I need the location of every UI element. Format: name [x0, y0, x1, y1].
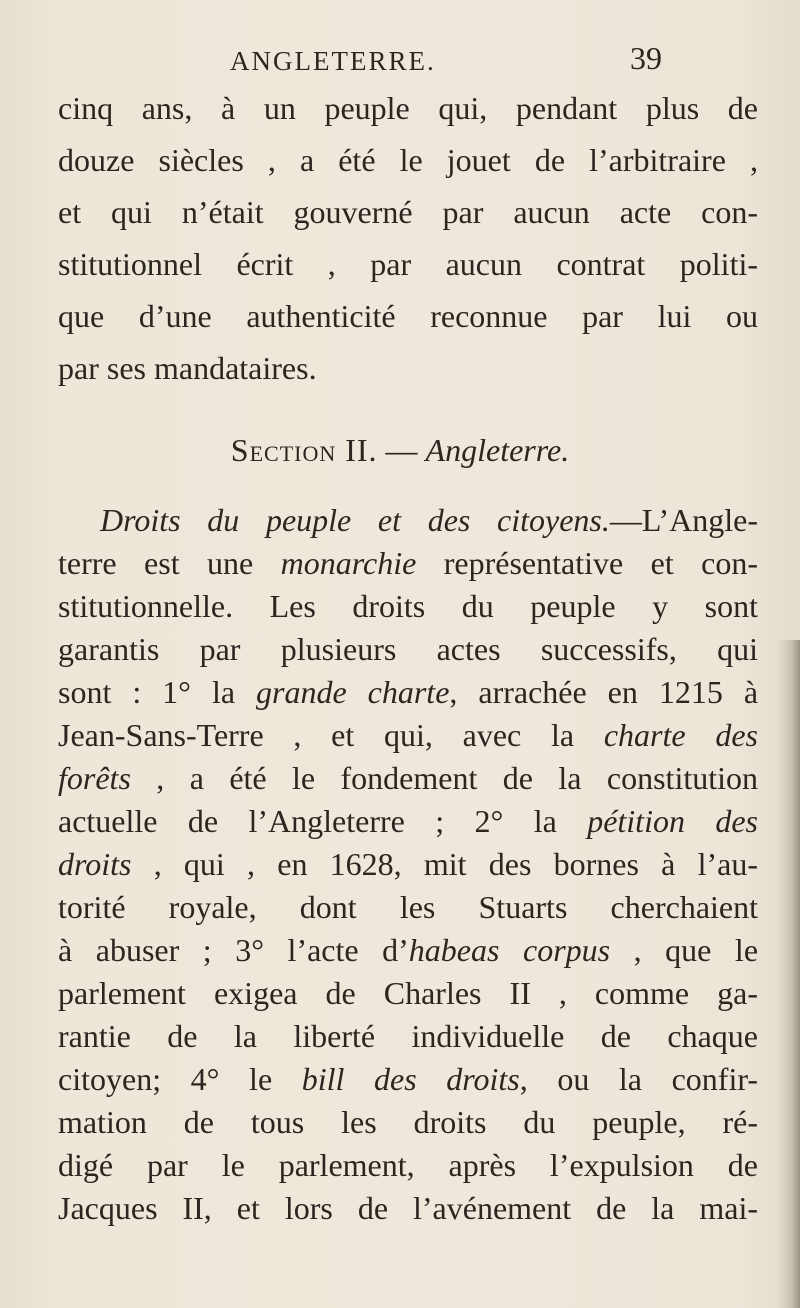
text-line: mation de tous les droits du peuple, ré-: [58, 1104, 758, 1140]
text-span-italic: forêts: [58, 760, 131, 796]
text-span: à abuser ; 3° l’acte d’: [58, 932, 409, 968]
text-span: , qui , en 1628, mit des bornes à l’au-: [131, 846, 758, 882]
text-line: [58, 756, 758, 800]
text-line: [58, 1057, 758, 1101]
text-span: , a été le fondement de la constitution: [130, 760, 758, 796]
text-line: douze siècles , a été le jouet de l’arbitraire ,: [58, 142, 758, 178]
text-line: cinq ans, à un peuple qui, pendant plus de: [58, 90, 758, 126]
text-line: que d’une authenticité reconnue par lui ou: [58, 298, 758, 334]
section-heading: [0, 432, 800, 469]
text-line: [58, 541, 758, 585]
text-line: Jacques II, et lors de l’avénement de la mai-: [58, 1190, 758, 1226]
running-title: ANGLETERRE.: [230, 46, 436, 76]
text-span-italic: habeas corpus: [408, 932, 611, 968]
text-span-italic: charte des: [603, 717, 758, 753]
text-span-italic: pétition des: [587, 803, 759, 839]
page-edge-shadow: [778, 640, 800, 1308]
text-line: et qui n’était gouverné par aucun acte con-: [58, 194, 758, 230]
text-line: digé par le parlement, après l’expulsion de: [58, 1147, 758, 1183]
section-title: Angleterre.: [425, 432, 570, 468]
text-line: [58, 670, 758, 714]
text-line: parlement exigea de Charles II , comme ga-: [58, 975, 758, 1011]
text-line: torité royale, dont les Stuarts cherchaient: [58, 889, 758, 925]
text-line: [100, 498, 758, 542]
text-line: garantis par plusieurs actes successifs, qui: [58, 631, 758, 667]
text-line: stitutionnel écrit , par aucun contrat politi-: [58, 246, 758, 282]
paragraph-lead: Droits du peuple et des citoyens.: [100, 502, 610, 538]
text-span: actuelle de l’Angleterre ; 2° la: [58, 803, 588, 839]
text-span: —L’Angle-: [609, 502, 758, 538]
text-line: par ses mandataires.: [58, 350, 317, 386]
text-span: représentative et con-: [416, 545, 758, 581]
text-line: rantie de la liberté individuelle de chaque: [58, 1018, 758, 1054]
text-line: stitutionnelle. Les droits du peuple y sont: [58, 588, 758, 624]
text-line: [58, 799, 758, 843]
text-span-italic: monarchie: [280, 545, 417, 581]
text-span: Jean-Sans-Terre , et qui, avec la: [58, 717, 604, 753]
text-span: sont : 1° la: [58, 674, 257, 710]
text-line: [58, 842, 758, 886]
running-header: [230, 40, 670, 84]
text-span: , ou la confir-: [519, 1061, 759, 1097]
page-number: 39: [630, 40, 662, 76]
text-span: , arrachée en 1215 à: [449, 674, 759, 710]
section-label: Section II.: [230, 432, 378, 468]
text-span: , que le: [610, 932, 759, 968]
text-line: [58, 928, 758, 972]
text-span-italic: bill des droits: [301, 1061, 520, 1097]
text-span: citoyen; 4° le: [58, 1061, 302, 1097]
text-span-italic: grande charte: [256, 674, 450, 710]
text-span: terre est une: [58, 545, 281, 581]
text-line: [58, 713, 758, 757]
text-span-italic: droits: [58, 846, 132, 882]
section-dash: —: [377, 432, 426, 468]
